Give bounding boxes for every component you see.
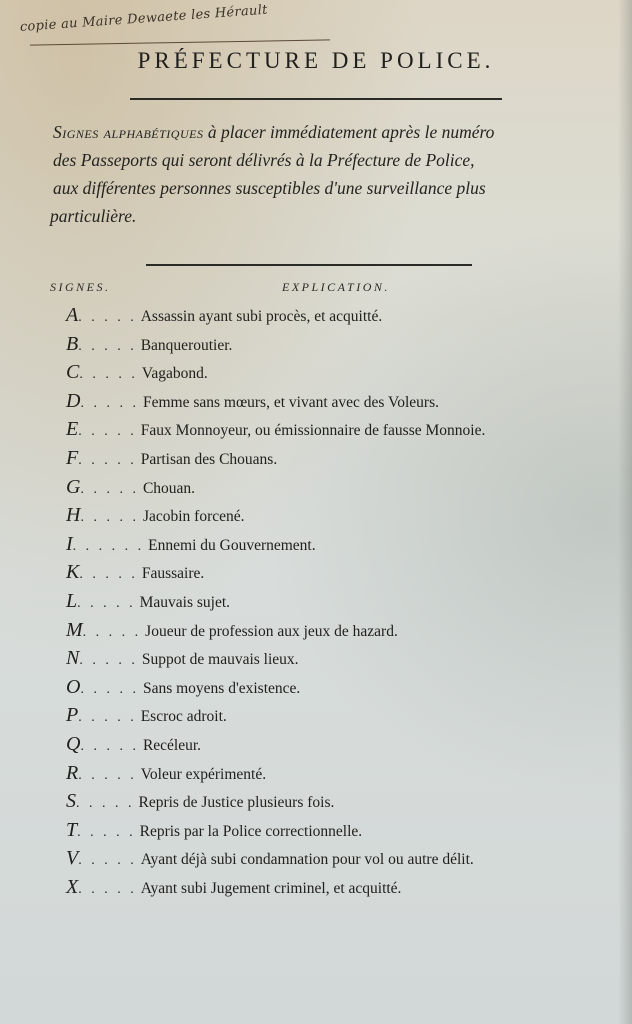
handwritten-annotation: copie au Maire Dewaete les Hérault [19,2,269,35]
sign-explanation: Vagabond. [141,365,208,383]
sign-letter: G [66,475,81,498]
intro-lead: Signes alphabétiques [53,122,204,142]
list-item [66,330,606,359]
sign-letter: S [66,790,76,813]
sign-letter: K [66,561,80,584]
sign-letter: C [66,361,80,384]
list-item [66,873,606,902]
sign-letter: V [66,847,79,870]
sign-explanation: Ayant déjà subi condamnation pour vol ou autre délit. [140,851,474,869]
leader-dots: . . . . . [80,481,139,497]
leader-dots: . . . . . [80,681,139,697]
title-rule [130,98,502,100]
leader-dots: . . . . . [79,567,138,583]
sign-letter: H [66,504,81,527]
leader-dots: . . . . . [77,595,136,611]
leader-dots: . . . . . [76,796,135,812]
sign-explanation: Repris de Justice plusieurs fois. [138,794,335,812]
handwritten-underline [30,39,330,45]
sign-explanation: Chouan. [142,479,196,497]
leader-dots: . . . . . [82,624,142,640]
sign-letter: E [66,418,79,441]
list-item [66,358,606,387]
sign-letter: R [66,761,79,784]
intro-line-1-rest: à placer immédiatement après le numéro [203,122,495,142]
list-item [66,587,606,616]
leader-dots: . . . . . [78,710,137,726]
intro-paragraph [50,118,600,230]
sign-letter: I [66,532,73,555]
list-item [66,844,606,873]
leader-dots: . . . . . [78,338,137,354]
intro-line-3: aux différentes personnes susceptibles d'une surveillance plus [53,178,486,198]
sign-explanation: Banqueroutier. [140,336,233,354]
intro-rule [146,264,472,266]
sign-explanation: Sans moyens d'existence. [142,679,301,697]
sign-explanation: Repris par la Police correctionnelle. [139,822,363,840]
leader-dots: . . . . . [78,853,137,869]
leader-dots: . . . . . [78,310,137,325]
leader-dots: . . . . . [78,881,137,897]
leader-dots: . . . . . [78,452,137,468]
page-title: PRÉFECTURE DE POLICE. [137,48,495,73]
sign-explanation: Assassin ayant subi procès, et acquitté. [140,308,383,325]
sign-letter: P [66,704,79,727]
list-item [66,415,606,444]
sign-explanation: Voleur expérimenté. [140,765,267,783]
sign-letter: X [66,875,79,898]
sign-explanation: Recéleur. [142,736,202,754]
sign-explanation: Suppot de mauvais lieux. [141,651,299,669]
sign-letter: B [66,332,79,355]
sign-explanation: Faux Monnoyeur, ou émissionnaire de fausse Monnoie. [140,422,486,440]
leader-dots: . . . . . [78,767,137,783]
intro-line-4: particulière. [50,206,137,226]
leader-dots: . . . . . [80,395,139,411]
signs-list [66,301,606,901]
leader-dots: . . . . . . [72,538,145,554]
list-item [66,301,606,330]
list-item [66,730,606,759]
sign-explanation: Ennemi du Gouvernement. [148,536,316,554]
sign-letter: N [66,647,80,670]
column-header-signes: SIGNES. [50,280,111,294]
sign-explanation: Escroc adroit. [140,708,227,726]
leader-dots: . . . . . [80,738,139,754]
sign-explanation: Femme sans mœurs, et vivant avec des Voleurs. [142,393,439,411]
list-item [66,644,606,673]
list-item [66,701,606,730]
sign-explanation: Jacobin forcené. [142,508,245,526]
intro-line-1 [50,118,600,146]
list-item [66,444,606,473]
sign-explanation: Mauvais sujet. [139,593,231,611]
sign-letter: L [66,589,78,612]
leader-dots: . . . . . [77,824,136,840]
sign-letter: D [66,389,81,412]
leader-dots: . . . . . [80,510,139,526]
list-item [66,787,606,816]
sign-letter: A [66,304,79,326]
sign-letter: F [66,446,79,469]
column-header-explication: EXPLICATION. [282,280,390,294]
sign-letter: O [66,675,81,698]
list-item [66,387,606,416]
list-item [66,558,606,587]
sign-explanation: Faussaire. [141,565,205,583]
list-item [66,816,606,845]
sign-letter: M [66,618,83,641]
leader-dots: . . . . . [79,367,138,383]
intro-line-2: des Passeports qui seront délivrés à la Préfecture de Police, [53,150,475,170]
list-item [66,473,606,502]
leader-dots: . . . . . [78,424,137,440]
sign-letter: T [66,818,78,841]
list-item [66,530,606,559]
sign-explanation: Joueur de profession aux jeux de hazard. [145,622,398,640]
leader-dots: . . . . . [79,653,138,669]
sign-letter: Q [66,732,81,755]
list-item [66,501,606,530]
list-item [66,759,606,788]
sign-explanation: Partisan des Chouans. [140,450,278,468]
sign-explanation: Ayant subi Jugement criminel, et acquitté. [140,879,402,897]
list-item [66,673,606,702]
list-item [66,616,606,645]
